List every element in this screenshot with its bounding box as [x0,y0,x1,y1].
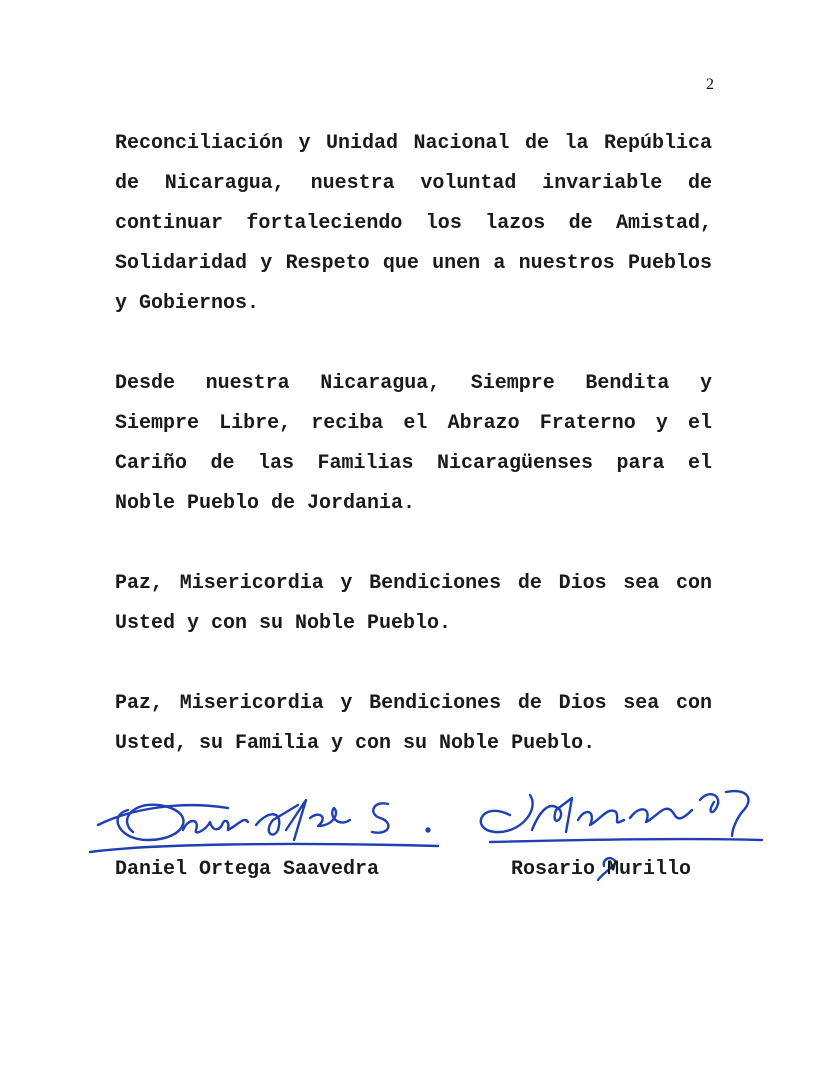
handwritten-signature-ortega [88,770,448,865]
paragraph: Reconciliación y Unidad Nacional de la República de Nicaragua, nuestra voluntad invariable de continuar fortaleciendo los lazos de Amistad, Solidaridad y Respeto que unen a nuestros Pueblos y Gobiernos. [115,132,712,315]
paragraph: Paz, Misericordia y Bendiciones de Dios sea con Usted, su Familia y con su Noble Pueblo. [115,692,712,755]
signer-name: Rosario Murillo [511,858,692,881]
paragraph: Paz, Misericordia y Bendiciones de Dios sea con Usted y con su Noble Pueblo. [115,572,712,635]
signer-name: Daniel Ortega Saavedra [115,858,380,881]
signature-block-murillo [470,770,770,890]
page-number: 2 [706,76,714,93]
letter-body [115,124,712,764]
signature-block-ortega [88,770,448,890]
paragraph: Desde nuestra Nicaragua, Siempre Bendita y Siempre Libre, reciba el Abrazo Fraterno y el Cariño de las Familias Nicaragüenses para el Noble Pueblo de Jordania. [115,372,712,515]
